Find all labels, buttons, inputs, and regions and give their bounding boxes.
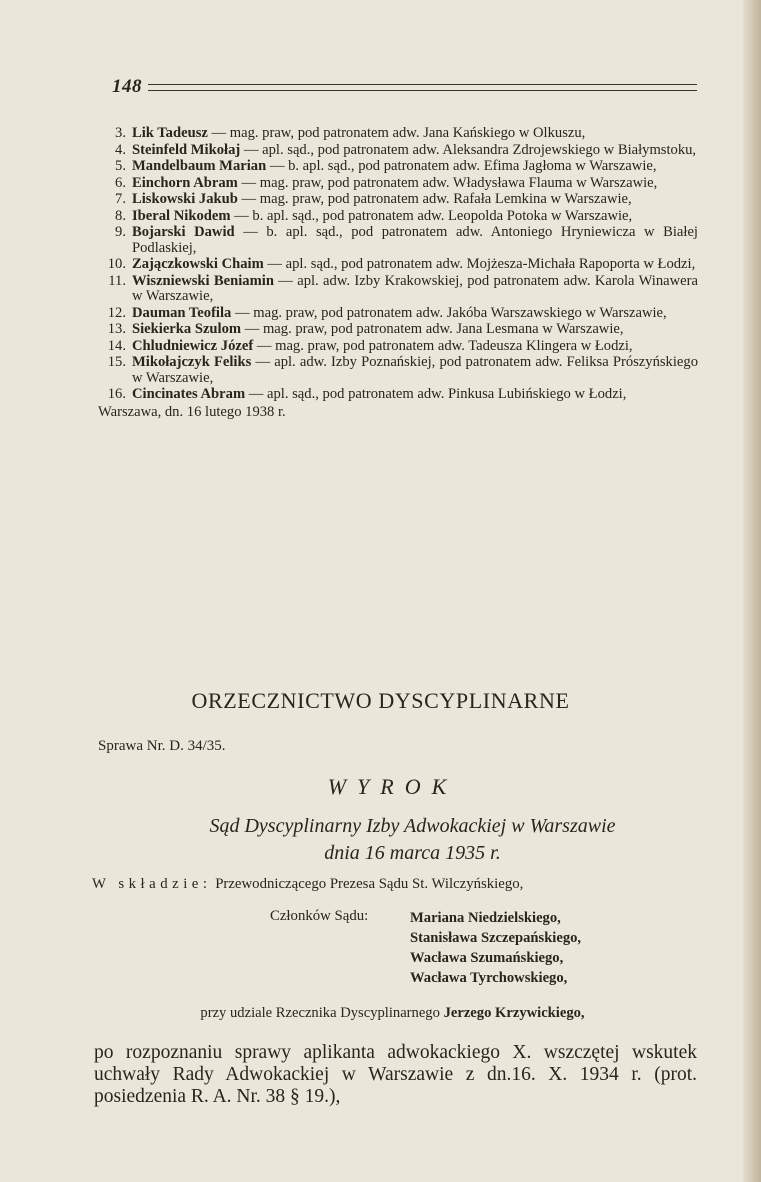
entry-number: 16.	[107, 386, 126, 402]
entry-text: — apl. sąd., pod patronatem adw. Mojżesza-Michała Rapoporta w Łodzi,	[263, 256, 696, 272]
entry-number: 10.	[107, 256, 126, 272]
court-composition	[92, 876, 712, 893]
composition-label: W składzie:	[92, 876, 212, 892]
list-item	[98, 306, 698, 322]
list-item	[98, 339, 698, 355]
entry-name: Iberal Nikodem	[132, 207, 231, 224]
page-header	[112, 76, 697, 100]
entry-name: Zajączkowski Chaim	[132, 256, 264, 272]
header-rule	[148, 84, 697, 85]
entry-text: — b. apl. sąd., pod patronatem adw. Leopolda Potoka w Warszawie,	[230, 207, 633, 224]
members-list	[410, 908, 581, 988]
entry-text: — mag. praw, pod patronatem adw. Jana Lesmana w Warszawie,	[241, 321, 624, 337]
entry-text: — mag. praw, pod patronatem adw. Władysława Flauma w Warszawie,	[237, 174, 658, 191]
entry-text: — mag. praw, pod patronatem adw. Jakóba Warszawskiego w Warszawie,	[231, 304, 667, 321]
list-item	[98, 192, 698, 208]
prosecutor-line	[0, 1005, 761, 1022]
entry-text: — apl. sąd., pod patronatem adw. Pinkusa Lubińskiego w Łodzi,	[245, 386, 627, 402]
entry-name: Einchorn Abram	[132, 174, 238, 191]
entry-name: Liskowski Jakub	[132, 191, 238, 207]
entry-name: Cincinates Abram	[132, 386, 246, 402]
entry-text: — mag. praw, pod patronatem adw. Rafała Lemkina w Warszawie,	[237, 191, 632, 207]
list-item	[98, 209, 698, 225]
entry-text: — apl. adw. Izby Poznańskiej, pod patronatem adw. Feliksa Prószyńskiego w Warszawie,	[132, 354, 698, 386]
list-item	[98, 355, 698, 386]
entry-name: Lik Tadeusz	[132, 125, 208, 141]
prosecutor-name: Jerzego Krzywickiego,	[443, 1005, 585, 1021]
verdict-heading: WYROK	[327, 774, 458, 799]
entry-name: Siekierka Szulom	[132, 321, 242, 337]
court-name: Sąd Dyscyplinarny Izby Adwokackiej w Warszawie	[209, 815, 616, 837]
member-name: Wacława Szumańskiego,	[410, 950, 564, 966]
header-rule	[148, 90, 697, 91]
court-date: dnia 16 marca 1935 r.	[324, 842, 501, 864]
list-item	[98, 159, 698, 175]
entry-text: — mag. praw, pod patronatem adw. Tadeusza Klingera w Łodzi,	[253, 337, 633, 354]
list-item	[98, 225, 698, 256]
list-item	[98, 257, 698, 273]
entry-name: Dauman Teofila	[132, 304, 232, 321]
entry-number: 3.	[115, 125, 126, 141]
member-name: Mariana Niedzielskiego,	[410, 910, 561, 926]
entry-text: — mag. praw, pod patronatem adw. Jana Kańskiego w Olkuszu,	[207, 125, 586, 141]
entry-name: Chludniewicz Józef	[132, 337, 254, 354]
entry-text: — b. apl. sąd., pod patronatem adw. Efima Jagłoma w Warszawie,	[266, 158, 657, 174]
entry-number: 13.	[107, 321, 126, 337]
list-item	[98, 143, 698, 159]
entry-text: — b. apl. sąd., pod patronatem adw. Antoniego Hryniewicza w Białej Podlaskiej,	[132, 224, 698, 256]
entry-text: — apl. sąd., pod patronatem adw. Aleksandra Zdrojewskiego w Białymstoku,	[240, 141, 697, 158]
entry-number: 4.	[115, 141, 126, 158]
list-item	[98, 387, 698, 403]
prosecutor-prefix: przy udziale Rzecznika Dyscyplinarnego	[200, 1005, 440, 1021]
list-item	[98, 322, 698, 338]
entry-text: — apl. adw. Izby Krakowskiej, pod patronatem adw. Karola Winawera w Warszawie,	[132, 272, 698, 304]
entry-number: 9.	[115, 224, 126, 240]
member-name: Stanisława Szczepańskiego,	[410, 930, 582, 946]
case-number: Sprawa Nr. D. 34/35.	[98, 738, 226, 754]
entry-number: 15.	[107, 354, 126, 370]
date-line: Warszawa, dn. 16 lutego 1938 r.	[98, 403, 286, 420]
candidate-list	[98, 126, 698, 420]
page-number: 148	[112, 76, 142, 97]
verdict-body: po rozpoznaniu sprawy aplikanta adwokackiego X. wszczętej wskutek uchwały Rady Adwokackiej w Warszawie z dn.16. X. 1934 r. (prot. posiedzenia R. A. Nr. 38 § 19.),	[94, 1042, 697, 1107]
list-item	[98, 274, 698, 305]
section-title: ORZECZNICTWO DYSCYPLINARNE	[191, 688, 570, 713]
entry-number: 8.	[115, 207, 126, 224]
entry-name: Steinfeld Mikołaj	[132, 141, 241, 158]
composition-chair: Przewodniczącego Prezesa Sądu St. Wilczyńskiego,	[215, 876, 524, 892]
entry-name: Wiszniewski Beniamin	[132, 272, 274, 289]
entry-number: 11.	[108, 272, 126, 289]
entry-number: 12.	[107, 304, 126, 321]
entry-name: Bojarski Dawid	[132, 224, 235, 240]
entry-number: 14.	[107, 337, 126, 354]
entry-number: 7.	[115, 191, 126, 207]
members-label: Członków Sądu:	[270, 908, 369, 924]
entry-name: Mandelbaum Marian	[132, 158, 267, 174]
list-item	[98, 126, 698, 142]
entry-number: 5.	[115, 158, 126, 174]
member-name: Wacława Tyrchowskiego,	[410, 970, 568, 986]
entry-name: Mikołajczyk Feliks	[132, 354, 252, 370]
entry-number: 6.	[115, 174, 126, 191]
list-item	[98, 176, 698, 192]
